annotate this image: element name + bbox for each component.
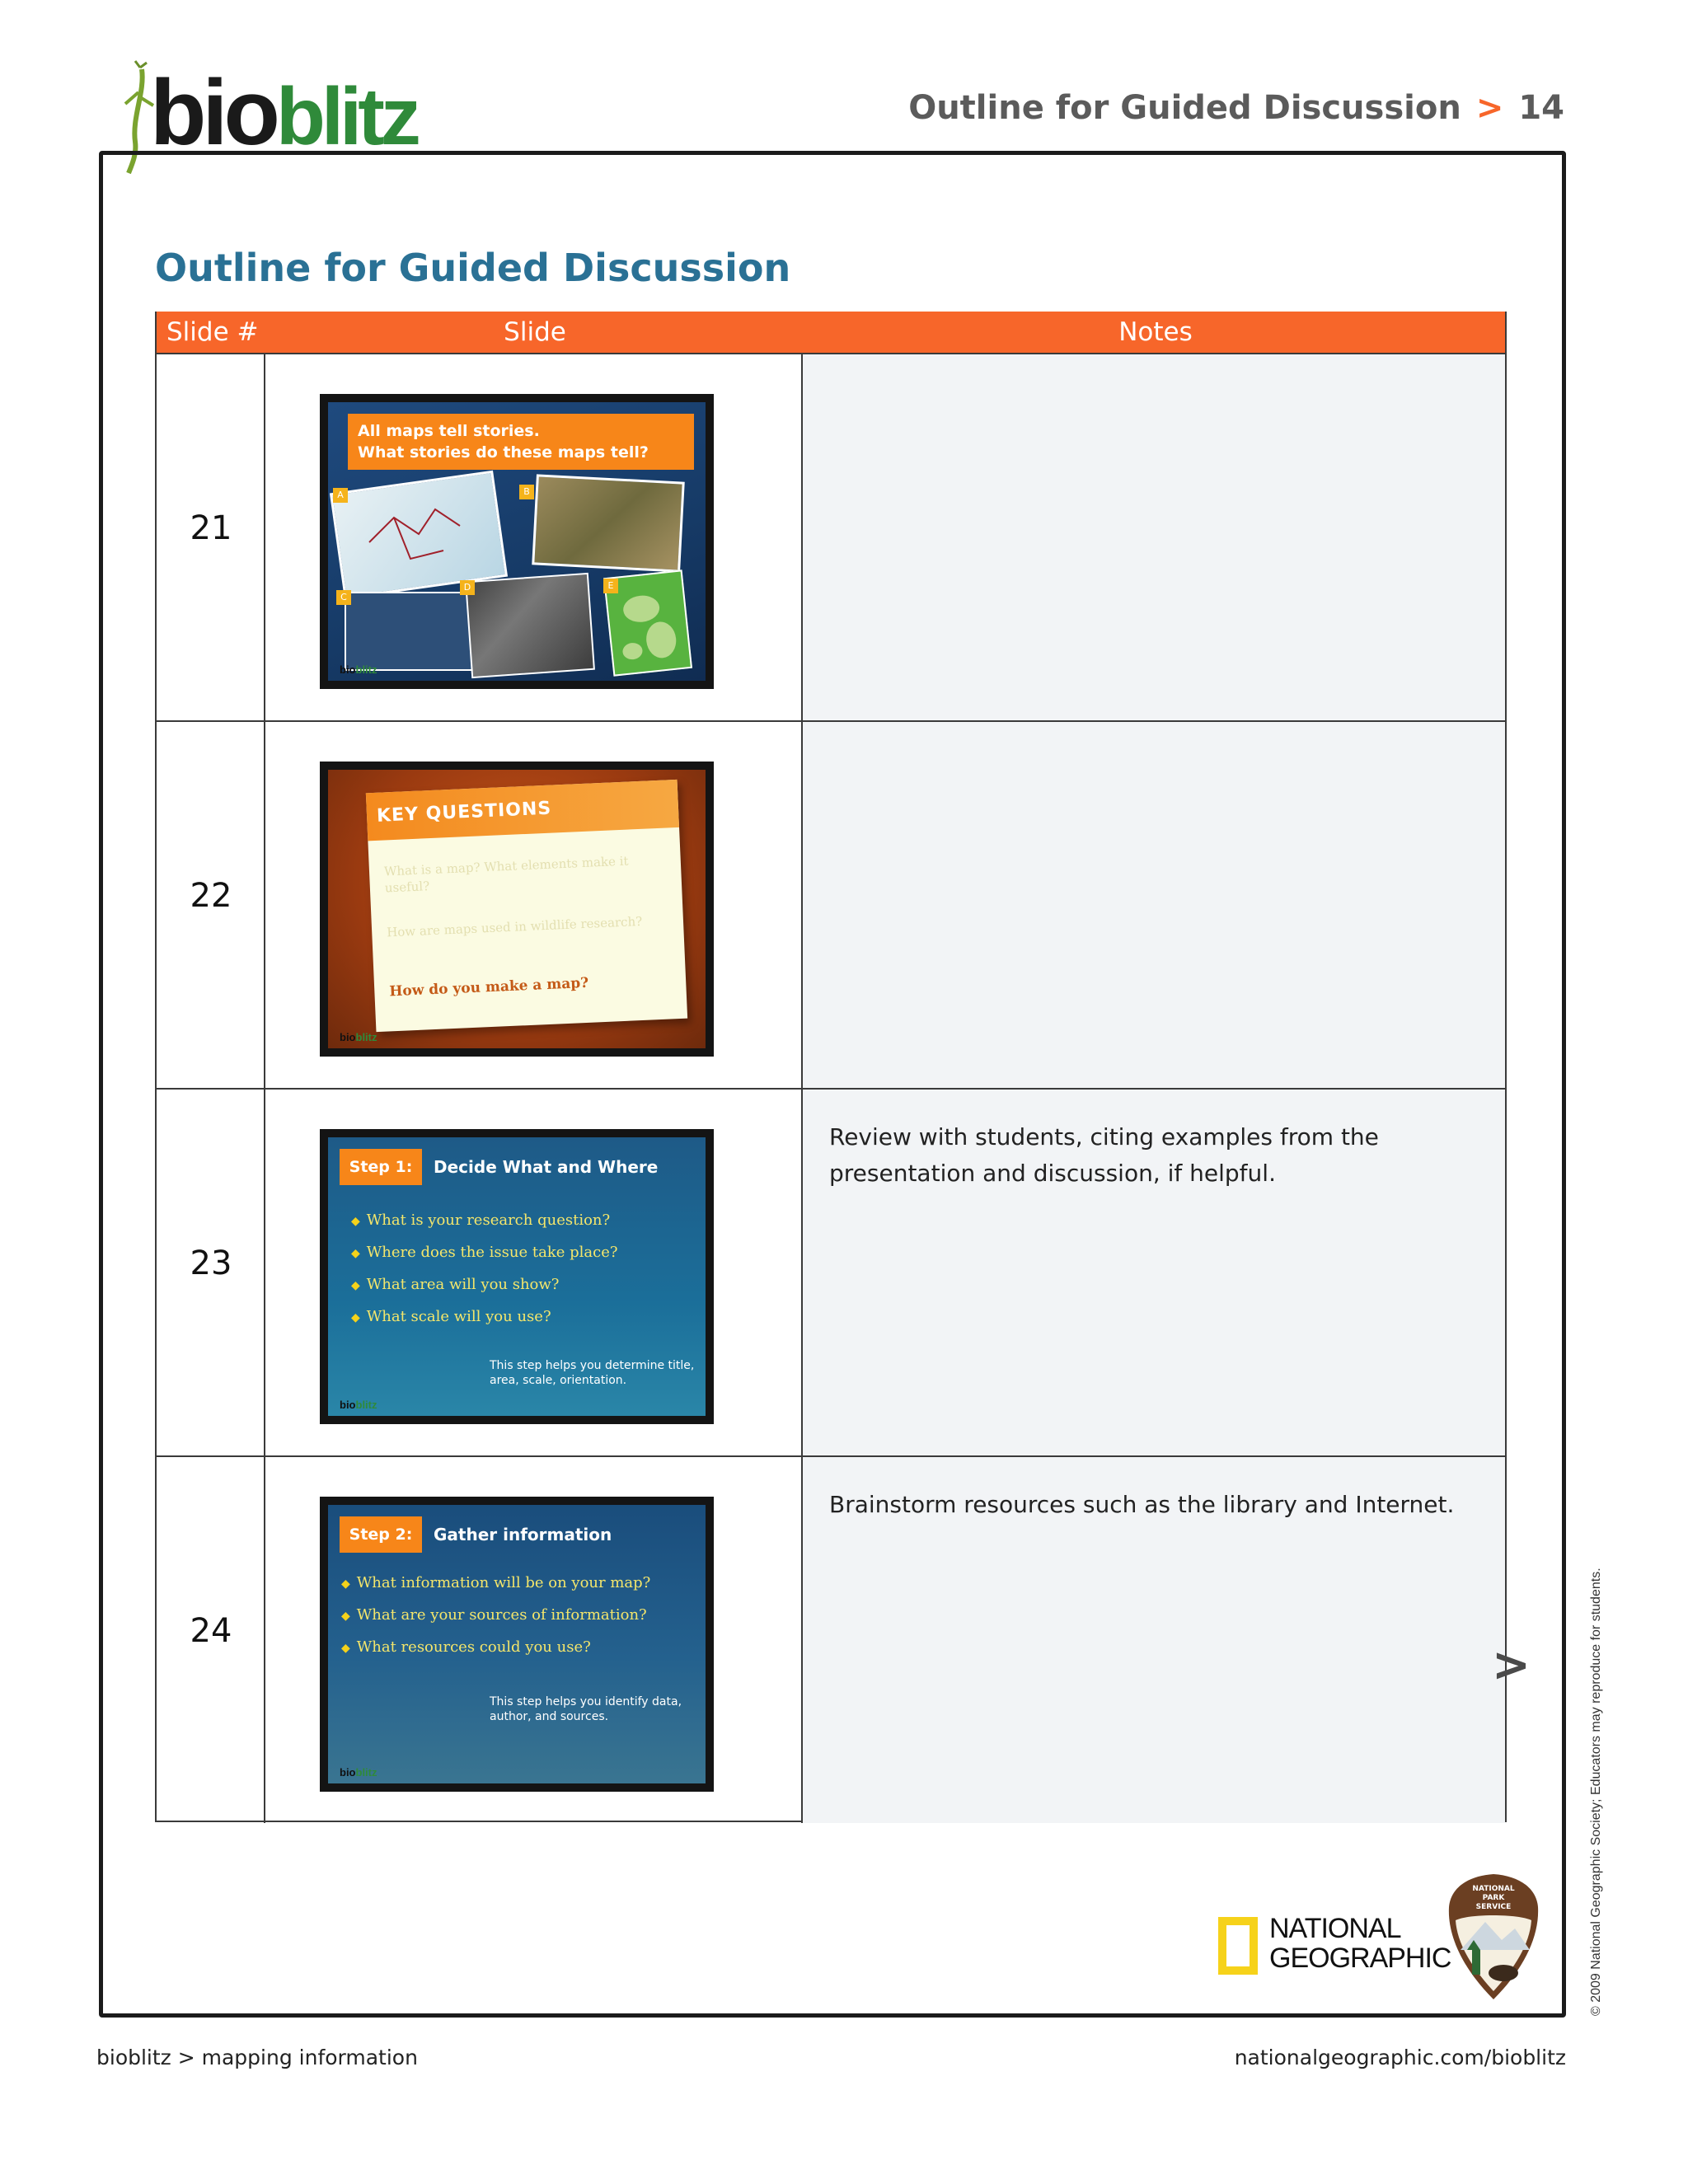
map-thumbnail-c	[345, 592, 476, 671]
table-header	[157, 312, 1505, 353]
header-title	[908, 89, 1564, 127]
step-label: Step 1:	[340, 1149, 422, 1185]
diamond-icon: ◆	[341, 1610, 350, 1623]
slide-cell	[267, 1090, 803, 1455]
step-bar	[340, 1149, 694, 1185]
list-item: ◆ What area will you show?	[351, 1276, 560, 1293]
map-tag: A	[333, 488, 348, 503]
list-item: ◆ What are your sources of information?	[341, 1606, 647, 1624]
question-2: How are maps used in wildlife research?	[386, 913, 643, 940]
list-item: ◆ What information will be on your map?	[341, 1574, 651, 1591]
notes-cell	[803, 1090, 1505, 1455]
slide-number-cell	[157, 722, 265, 1088]
habitat-blobs-icon	[605, 571, 694, 677]
header-separator: >	[1475, 89, 1504, 127]
national-park-service-arrowhead-icon	[1444, 1871, 1543, 2003]
note-text: Brainstorm resources such as the library and Internet.	[829, 1491, 1455, 1518]
route-lines-icon	[361, 493, 485, 575]
step-bar	[340, 1516, 694, 1553]
slide-logo: bioblitz	[340, 1766, 377, 1779]
slide-number: 21	[190, 509, 232, 547]
key-questions-card	[366, 780, 687, 1032]
notes-cell	[803, 722, 1505, 1088]
step-label: Step 2:	[340, 1516, 422, 1553]
slide-number-cell	[157, 354, 265, 720]
header-notes: Notes	[1118, 317, 1193, 347]
header-slide-number: Slide #	[166, 317, 259, 347]
table-row	[157, 1088, 1505, 1455]
logo-bio: bio	[150, 61, 276, 164]
slide-thumbnail	[320, 762, 714, 1057]
bullet-list	[341, 1568, 650, 1664]
notes-cell	[803, 1457, 1505, 1823]
diamond-icon: ◆	[351, 1279, 360, 1292]
slide-thumbnail	[320, 1497, 714, 1792]
national-geographic-logo	[1218, 1912, 1451, 1978]
page-number: 14	[1518, 89, 1564, 127]
slide-24-image	[328, 1505, 706, 1783]
header-title-text: Outline for Guided Discussion	[908, 89, 1461, 127]
step-note: This step helps you identify data, author, and sources.	[490, 1695, 682, 1723]
slide-logo: bioblitz	[340, 1031, 377, 1043]
map-tag: B	[519, 485, 534, 499]
slide-cell	[267, 354, 803, 720]
map-tag: D	[460, 580, 475, 595]
banner-line-1: All maps tell stories.	[358, 422, 540, 440]
footer-url[interactable]: nationalgeographic.com/bioblitz	[1234, 2046, 1566, 2069]
question-1: What is a map? What elements make it useful?	[383, 853, 629, 896]
yellow-border-icon	[1218, 1917, 1258, 1975]
table-row	[157, 1455, 1505, 1823]
slide-number-cell	[157, 1090, 265, 1455]
diamond-icon: ◆	[341, 1642, 350, 1655]
map-thumbnail-b	[532, 474, 685, 572]
slide-23-image	[328, 1137, 706, 1416]
slide-banner	[348, 414, 694, 470]
slide-number: 23	[190, 1244, 232, 1282]
diamond-icon: ◆	[341, 1577, 350, 1591]
map-tag: E	[603, 579, 618, 593]
table-row	[157, 353, 1505, 720]
slide-logo: bioblitz	[340, 1399, 377, 1411]
nps-text-line-1: NATIONAL	[1472, 1885, 1515, 1893]
slide-number: 24	[190, 1612, 232, 1650]
slide-cell	[267, 722, 803, 1088]
table-row	[157, 720, 1505, 1088]
logo-blitz: blitz	[275, 71, 417, 162]
diamond-icon: ◆	[351, 1215, 360, 1228]
list-item: ◆ What is your research question?	[351, 1212, 611, 1229]
list-item: ◆ What resources could you use?	[341, 1638, 591, 1656]
slide-22-image	[328, 770, 706, 1048]
key-questions-heading: KEY QUESTIONS	[366, 780, 679, 841]
nps-text-line-2: PARK	[1482, 1894, 1505, 1902]
banner-line-2: What stories do these maps tell?	[358, 443, 649, 462]
bullet-list	[351, 1205, 618, 1333]
natgeo-wordmark: NATIONAL GEOGRAPHIC	[1269, 1913, 1451, 1974]
notes-cell	[803, 354, 1505, 720]
header-slide: Slide	[504, 317, 566, 347]
slide-cell	[267, 1457, 803, 1823]
step-title: Decide What and Where	[434, 1157, 659, 1177]
diamond-icon: ◆	[351, 1247, 360, 1260]
note-text: Review with students, citing examples from the presentation and discussion, if helpful.	[829, 1123, 1379, 1187]
nps-text-line-3: SERVICE	[1475, 1903, 1512, 1911]
list-item: ◆ Where does the issue take place?	[351, 1244, 618, 1261]
next-page-arrow-icon[interactable]: >	[1492, 1638, 1531, 1692]
map-thumbnail-d	[465, 573, 595, 678]
outline-table	[155, 312, 1507, 1822]
list-item: ◆ What scale will you use?	[351, 1308, 551, 1325]
footer-breadcrumb: bioblitz > mapping information	[96, 2046, 418, 2069]
map-tag: C	[336, 590, 351, 605]
question-3: How do you make a map?	[388, 974, 589, 1001]
slide-number-cell	[157, 1457, 265, 1823]
slide-thumbnail	[320, 394, 714, 689]
slide-number: 22	[190, 877, 232, 915]
slide-logo: bioblitz	[340, 663, 377, 676]
diamond-icon: ◆	[351, 1311, 360, 1324]
step-title: Gather information	[434, 1525, 612, 1544]
slide-21-image	[328, 402, 706, 681]
section-title: Outline for Guided Discussion	[155, 246, 791, 290]
step-note: This step helps you determine title, area, scale, orientation.	[490, 1359, 695, 1387]
copyright-notice: © 2009 National Geographic Society; Educators may reproduce for students.	[1589, 1568, 1603, 2016]
slide-thumbnail	[320, 1129, 714, 1424]
